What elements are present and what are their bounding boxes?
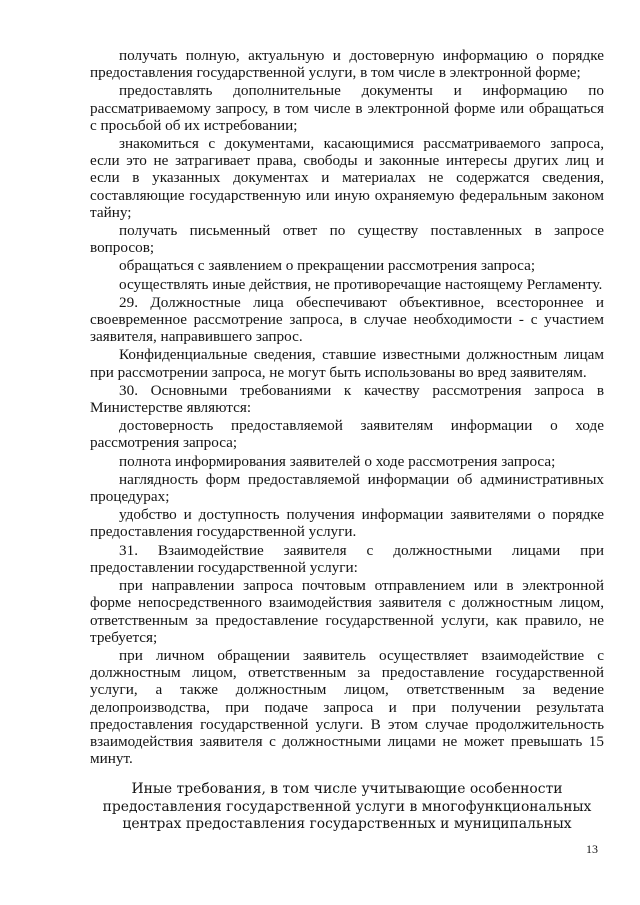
paragraph-3: знакомиться с документами, касающимися рассматриваемого запроса, если это не затрагивает права, свободы и законные интересы других лиц и если в указанных документах и материалах не содержатся сведения, составляющие государственную или иную охраняемую федеральным законом тайну;	[90, 135, 604, 221]
paragraph-10: достоверность предоставляемой заявителям информации о ходе рассмотрения запроса;	[90, 417, 604, 452]
paragraph-4: получать письменный ответ по существу поставленных в запросе вопросов;	[90, 222, 604, 257]
page-number: 13	[586, 842, 598, 856]
paragraph-9-clause-30: 30. Основными требованиями к качеству рассмотрения запроса в Министерстве являются:	[90, 381, 604, 417]
body-text	[90, 46, 604, 767]
heading-line-1: Иные требования, в том числе учитывающие особенности	[131, 781, 563, 797]
heading-line-2: предоставления государственной услуги в многофункциональных	[102, 798, 592, 815]
paragraph-15: при направлении запроса почтовым отправлением или в электронной форме непосредственного взаимодействия заявителя с должностным лицом, ответственным за предоставление государственной услуги, как правило, не требуется;	[90, 577, 604, 646]
paragraph-11: полнота информирования заявителей о ходе рассмотрения запроса;	[119, 452, 556, 470]
heading-line-3: центрах предоставления государственных и муниципальных	[122, 816, 572, 833]
paragraph-7-clause-29: 29. Должностные лица обеспечивают объективное, всестороннее и своевременное рассмотрение запроса, в случае необходимости - с участием заявителя, направившего запрос.	[90, 293, 604, 346]
paragraph-1: получать полную, актуальную и достоверную информацию о порядке предоставления государственной услуги, в том числе в электронной форме;	[90, 47, 604, 82]
paragraph-5: обращаться с заявлением о прекращении рассмотрения запроса;	[119, 257, 536, 275]
paragraph-14-clause-31: 31. Взаимодействие заявителя с должностными лицами при предоставлении государственной услуги:	[90, 541, 604, 576]
paragraph-6: осуществлять иные действия, не противоречащие настоящему Регламенту.	[119, 275, 603, 293]
paragraph-16: при личном обращении заявитель осуществляет взаимодействие с должностным лицом, ответственным за предоставление государственной услуги, а также должностным лицом, ответственным за ведение делопроизводства, при подаче запроса и при получении результата предоставления государственной услуги. В этом случае продолжительность взаимодействия заявителя с должностными лицами не может превышать 15 минут.	[90, 646, 604, 768]
paragraph-12: наглядность форм предоставляемой информации об административных процедурах;	[90, 470, 604, 506]
paragraph-13: удобство и доступность получения информации заявителями о порядке предоставления государственной услуги.	[90, 506, 604, 541]
paragraph-2: предоставлять дополнительные документы и информацию по рассматриваемому запросу, в том числе в электронной форме или обращаться с просьбой об их истребовании;	[90, 82, 604, 134]
section-heading	[90, 781, 604, 834]
paragraph-8: Конфиденциальные сведения, ставшие известными должностным лицам при рассмотрении запроса, не могут быть использованы во вред заявителям.	[90, 346, 604, 381]
